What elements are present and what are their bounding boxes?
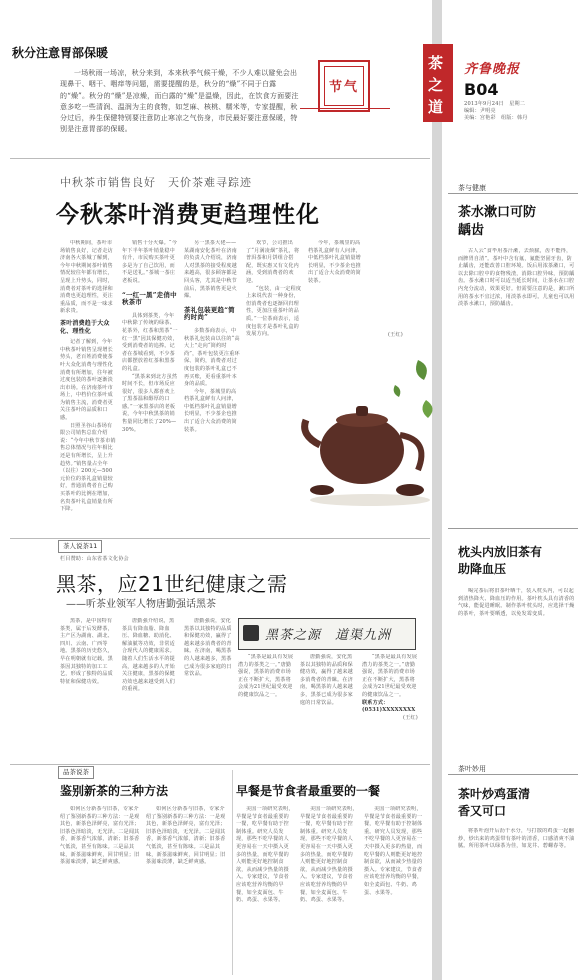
main-col-2 (122, 240, 178, 530)
blacktea-contact: 联系方式：(0531)XXXXXXXX (362, 699, 416, 714)
editor-line: 编辑：尹明亮 (464, 108, 496, 114)
health1-title: 茶水漱口可防龋齿 (458, 205, 537, 238)
main-subhead-1: 茶叶消费趋于大众化、理性化 (60, 319, 110, 335)
designer-line: 美编：宫艳彩 组版：韩丹 (464, 115, 528, 121)
main-col3-p1: 另一黑茶大佬——某湖南安化茶叶在济南的负责人介绍说，济南人对黑茶的接受程度越来越高，很多顾客都是回头客，尤其是中秋节前后，黑茶销售更是火爆。 (184, 240, 237, 300)
health-section-tag: 茶与健康 (458, 184, 486, 192)
bottom-section-tag (58, 766, 94, 779)
main-credit: (王红) (388, 332, 403, 338)
breakfast-title: 早餐是节食者最重要的一餐 (236, 784, 381, 798)
bottom-vert-rule (232, 770, 233, 975)
autumn-title: 秋分注意胃部保暖 (12, 46, 109, 60)
blacktea-col-2: 唐勤强介绍说，黑茶具有降血脂、降血压、降血糖、助消化、解油腻等功效，非常适合现代人的健康需求。随着人们生活水平的提高，越来越多的人开始关注健康，黑茶的保健功效也越来越受到人们的重视。 (122, 618, 175, 693)
main-kicker: 中秋茶市销售良好 天价茶难寻踪迹 (60, 176, 252, 189)
column-tag (58, 540, 102, 553)
main-col3-p2: 多数茶商表示，中秋茶礼包装由以往的“高大上”走向“简约时尚”，茶叶包装更注重环保、简约，消费者对过度包装的茶叶礼盒已不再买账，更看重茶叶本身的品质。 (184, 327, 240, 388)
main-subhead-2: “一红一黑”走俏中秋茶市 (122, 290, 177, 307)
main-col-4 (246, 240, 302, 530)
badge-rule (300, 108, 390, 109)
top-divider (10, 158, 430, 159)
brand-logo: 齐鲁晚报 (464, 62, 521, 77)
newtea-title: 鉴别新茶的三种方法 (60, 784, 169, 798)
ad-text: 黑茶之源 道渠九洲 (265, 628, 392, 643)
main-col1-p2: 记者了解到，今年中秋茶叶销售呈现增长势头，老百姓消费使茶叶大众化消费与理性化消费有所增加，往年被过度包装的茶叶逐渐淡出市场。在济南茶叶市场上，中档价位茶叶成为销售主流，消费者更关注茶叶的品质和口感。 (60, 339, 113, 422)
blacktea-credit: (王红) (403, 714, 418, 721)
main-col1-p1: 中秋期间，茶叶市场销售良好，记者走访济南各大茶城了解到，今年中秋期间茶叶销售情况较往年都有增长，呈现上升势头，同时，消费者对茶叶的选择和消费也更趋理性，更注重品质，而不是一味求新求贵。 (60, 240, 113, 315)
blacktea-col-5: 唐勤强说，安化黑茶以其独特的品质和保健功效，赢得了越来越多消费者的青睐。在济南，喝黑茶的人越来越多，黑茶已成为很多家庭的日常饮品。 (300, 654, 353, 706)
newtea-col-2: 如何区分新茶与旧茶，专家介绍了鉴别新茶的三种方法：一是观其色，新茶色泽鲜亮，富有光泽；旧茶色泽暗淡，无光泽。二是闻其香，新茶香气浓郁，清新；旧茶香气低淡，甚至有陈味。三是品其味，新茶滋味鲜爽，回甘明显；旧茶滋味淡薄，缺乏鲜爽感。 (146, 806, 226, 866)
breakfast-col-3: 美国一项研究表明，早餐是节食者最重要的一餐，吃早餐有助于控制体重。研究人员发现，那些不吃早餐的人更容易在一天中摄入更多的热量，而吃早餐的人则能更好地控制食欲，从而减少热量的摄入。专家建议，节食者应该吃营养均衡的早餐，如全麦面包、牛奶、鸡蛋、水果等。 (364, 806, 423, 896)
blacktea-ad-banner (238, 618, 416, 650)
page-number: B04 (464, 80, 499, 99)
main-col-5 (308, 240, 364, 335)
wonder-body: 将茶叶泡开后沥干水分，与打散的鸡蛋一起翻炒，炒出来的鸡蛋带有茶叶的清香，口感清爽不油腻。所用茶叶以绿茶为佳，如龙井、碧螺春等。 (458, 828, 575, 850)
health-tag-rule (448, 193, 578, 194)
main-col-1 (60, 240, 116, 530)
main-col-3 (184, 240, 240, 530)
bottom-rule (10, 764, 430, 765)
main-col4-p1: 欢节，公司推出了“月满凌烟”茶礼，将普洱茶和月饼组合搭配，既实惠又有文化内涵，受到消费者的欢迎。 (246, 240, 300, 284)
section-label: 茶之道 (428, 54, 444, 116)
issue-date: 2013年9月24日 星期二 (464, 101, 526, 107)
main-col4-p2: “包装，由一定程度上来说代表一种身份，但消费者也逐渐回归理性，更加注重茶叶的品质。”一位茶商表示，适度包装才是茶叶礼盒的发展方向。 (246, 285, 302, 338)
main-subhead-3: 茶礼包装更趋“简约时尚” (184, 305, 235, 322)
main-title: 今秋茶叶消费更趋理性化 (56, 202, 320, 228)
bottom-section-label: 品茶说茶 (63, 768, 89, 776)
autumn-body: 一场秋雨一场凉，秋分来到，本来秋季气候干燥，不少人难以避免会出现鼻干、咽干、咽痒等问题，需要提醒的是，秋分的“燥”不同于白露的“燥”。秋分的“燥”是凉燥，而白露的“燥”是温燥，因此，在饮食方面要注意多吃一些清润、温润为主的食物，如芝麻、核桃、糯米等，专家提醒，秋分过后，养生保健特别要注意防止寒凉之气伤身，市民最好要注意保暖，特别是注意胃部的保暖。 (60, 69, 299, 134)
main-col2-p1: 销售十分火爆。“今年下半年茶叶销量稳中有升，市民购买茶叶更多是为了自己饮用，而不是送礼。”茶城一茶庄老板说。 (122, 240, 178, 284)
wonder-section-tag: 茶叶妙用 (458, 765, 486, 773)
blacktea-col6-p1: “黑茶是最具有发展潜力的茶类之一。”唐勤强说，黑茶的消费市场正在不断扩大，黑茶将会成为21世纪最受欢迎的健康饮品之一。 (362, 654, 418, 698)
main-col1-p3: 日照圣谷山茶场有限公司销售总监介绍说：“今年中秋节茶市销售总体情况与往年相比还是有所增长，呈上升趋势。”销售量占全年（以往）200元—500元价位的茶礼盒销量较好，普通消费者自己购买茶叶的比例在增加，名贵茶叶礼盒销量有所下降。 (60, 422, 116, 513)
blacktea-col-4: “黑茶是最具有发展潜力的茶类之一。”唐勤强说，黑茶的消费市场正在不断扩大，黑茶将会成为21世纪最受欢迎的健康饮品之一。 (238, 654, 294, 698)
blacktea-col-6 (362, 654, 418, 758)
blacktea-col-3: 唐勤强说，安化黑茶以其独特的品质和保健功效，赢得了越来越多消费者的青睐。在济南，喝黑茶的人越来越多，黑茶已成为很多家庭的日常饮品。 (184, 618, 232, 678)
wonder-tag-rule (448, 774, 578, 775)
wonder-title: 茶叶炒鸡蛋清香又可口 (458, 787, 531, 818)
column-tag-label: 茶人说茶11 (63, 542, 98, 550)
health2-title: 枕头内放旧茶有助降血压 (458, 545, 543, 576)
newtea-col-1: 如何区分新茶与旧茶，专家介绍了鉴别新茶的三种方法：一是观其色，新茶色泽鲜亮，富有光泽；旧茶色泽暗淡，无光泽。二是闻其香，新茶香气浓郁，清新；旧茶香气低淡，甚至有陈味。三是品其味，新茶滋味鲜爽，回甘明显；旧茶滋味淡薄，缺乏鲜爽感。 (60, 806, 140, 866)
blacktea-top-rule (10, 538, 430, 539)
ad-logo (243, 625, 259, 641)
main-col2-p2: 具体到茶类，今年中秋除了传统的绿茶、花茶外，红茶和黑茶“一红一黑”因其保健功效，受到消费者的追捧。记者在茶城看到，不少茶店都摆放着红茶和黑茶的礼盒。 (122, 312, 178, 372)
blacktea-col-1: 黑茶，是中国特有茶类，属于后发酵茶，主产区为湖南、湖北、四川、云南、广西等地。黑茶的历史悠久，早在明朝就有记载。黑茶因其独特的加工工艺，形成了独特的品质特征和保健功效。 (60, 618, 113, 685)
teapot-illustration (300, 340, 440, 510)
solar-term-label: 节气 (328, 80, 359, 95)
main-col2-p3: “黑茶来到北方虽然时间不长，但市场反应很好，很多人都喜欢上了黑茶温和醇厚的口感。”一家黑茶店的老板说，今年中秋黑茶的销售量同比增长了20%—30%。 (122, 373, 178, 433)
main-col3-p3: 今年，茶城里的高档茶礼盒鲜有人问津，中低档茶叶礼盒销量增长明显，不少茶企也推出了适合大众消费的简装茶。 (184, 388, 237, 433)
breakfast-col-1: 美国一项研究表明，早餐是节食者最重要的一餐，吃早餐有助于控制体重。研究人员发现，那些不吃早餐的人更容易在一天中摄入更多的热量，而吃早餐的人则能更好地控制食欲，从而减少热量的摄入。专家建议，节食者应该吃营养均衡的早餐，如全麦面包、牛奶、鸡蛋、水果等。 (236, 806, 294, 904)
right-divider-1 (448, 528, 578, 529)
column-sponsor: 栏目赞助：山东省茶文化协会 (60, 556, 129, 562)
blacktea-title: 黑茶，应21世纪健康之需 (56, 572, 288, 596)
solar-term-badge (318, 60, 370, 112)
health1-body: 古人云“食毕用茶汁漱，去烦腻，齿不能得，而脾胃自清”。茶叶中含有氟，氟能坚固牙齿，防止龋齿，还能改善口腔环境。饭后用浓茶漱口，可以去除口腔中的食物残渣，消除口腔异味，预防龋齿。茶水漱口时可以适当延长时间，让茶水在口腔内充分流动，效果更好。但需要注意的是，漱口所用的茶水不宜过浓，用淡茶水即可。儿童也可以用淡茶水漱口，预防龋齿。 (458, 248, 575, 308)
health2-body: 喝完茶后将旧茶叶晒干，装入枕头内，可以起到清热降火、降血压的作用。茶叶枕头具有清香的气味，能促进睡眠。制作茶叶枕头时，应选择干燥的茶叶，茶叶要晒透，以免发霉变质。 (458, 588, 575, 617)
main-col5-p1: 今年，茶城里的高档茶礼盒鲜有人问津，中低档茶叶礼盒销量增长明显，不少茶企也推出了适合大众消费的简装茶。 (308, 240, 361, 284)
blacktea-subtitle: ——听茶业领军人物唐勤强话黑茶 (66, 599, 216, 610)
breakfast-col-2: 美国一项研究表明，早餐是节食者最重要的一餐，吃早餐有助于控制体重。研究人员发现，那些不吃早餐的人更容易在一天中摄入更多的热量，而吃早餐的人则能更好地控制食欲，从而减少热量的摄入。专家建议，节食者应该吃营养均衡的早餐，如全麦面包、牛奶、鸡蛋、水果等。 (300, 806, 358, 904)
